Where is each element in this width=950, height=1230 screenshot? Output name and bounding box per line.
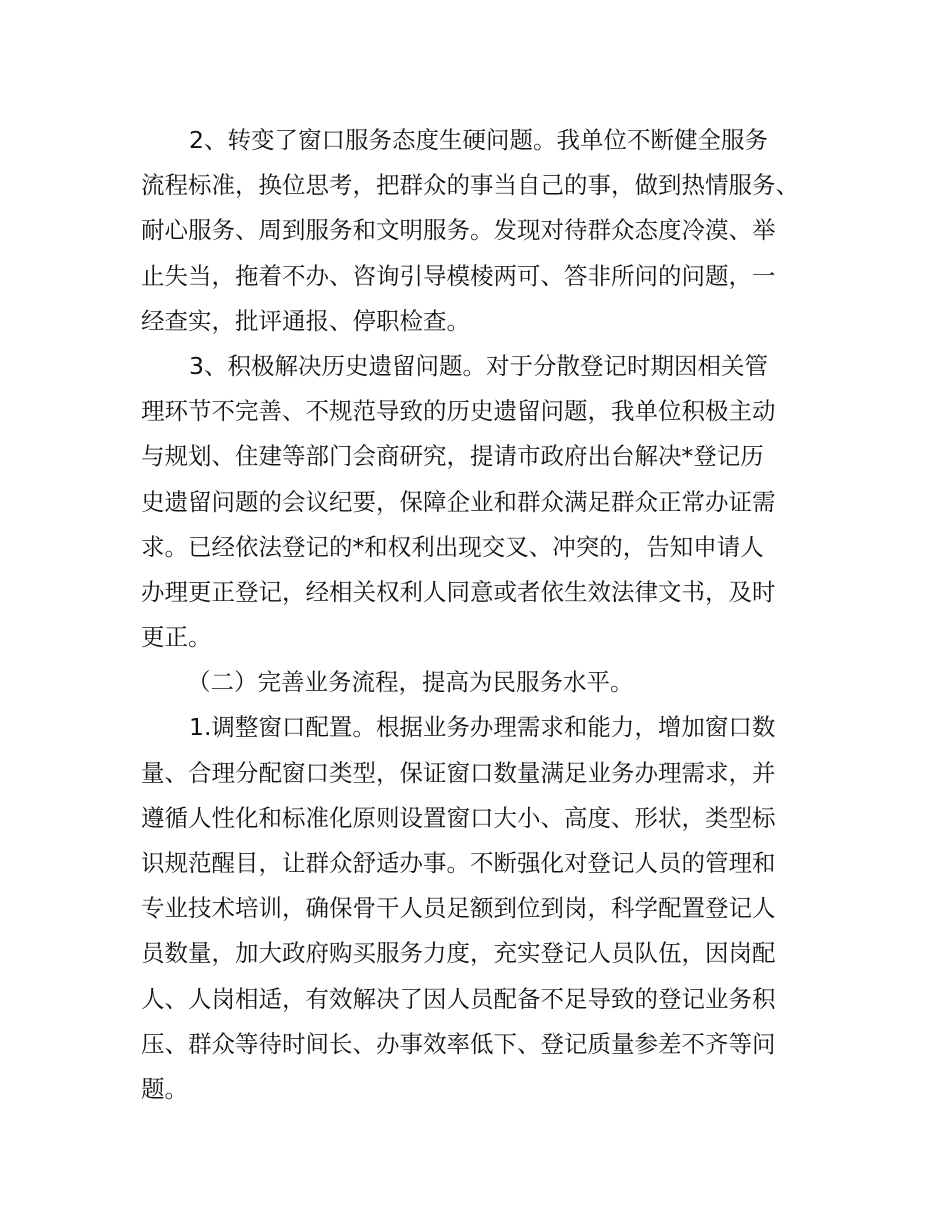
paragraph-line: 1.调整窗口配置。根据业务办理需求和能力，增加窗口数 <box>189 713 776 742</box>
paragraph-line: 量、合理分配窗口类型，保证窗口数量满足业务办理需求，并 <box>141 758 776 787</box>
paragraph-line: 理环节不完善、不规范导致的历史遗留问题，我单位积极主动 <box>141 397 776 426</box>
paragraph-line: 经查实，批评通报、停职检查。 <box>141 306 470 335</box>
paragraph-line: 人、人岗相适，有效解决了因人员配备不足导致的登记业务积 <box>141 984 776 1013</box>
paragraph-line: 遵循人性化和标准化原则设置窗口大小、高度、形状，类型标 <box>141 803 776 832</box>
paragraph-line: 专业技术培训，确保骨干人员足额到位到岗，科学配置登记人 <box>141 894 776 923</box>
paragraph-service-attitude <box>141 118 831 344</box>
paragraph-historical-issues <box>141 344 831 660</box>
paragraph-line: 2、转变了窗口服务态度生硬问题。我单位不断健全服务 <box>189 126 768 154</box>
paragraph-line: 流程标准，换位思考，把群众的事当自己的事，做到热情服务、 <box>141 171 799 200</box>
section-heading-text: （二）完善业务流程，提高为民服务水平。 <box>187 668 634 697</box>
section-heading <box>141 660 831 705</box>
paragraph-line: 3、积极解决历史遗留问题。对于分散登记时期因相关管 <box>189 351 768 380</box>
paragraph-line: 止失当，拖着不办、咨询引导模棱两可、答非所问的问题，一 <box>141 261 776 290</box>
paragraph-line: 压、群众等待时间长、办事效率低下、登记质量参差不齐等问 <box>141 1029 776 1058</box>
paragraph-line: 题。 <box>141 1074 188 1103</box>
paragraph-line: 识规范醒目，让群众舒适办事。不断强化对登记人员的管理和 <box>141 849 776 877</box>
paragraph-line: 耐心服务、周到服务和文明服务。发现对待群众态度冷漠、举 <box>141 216 776 245</box>
paragraph-line: 更正。 <box>141 623 212 652</box>
paragraph-line: 办理更正登记，经相关权利人同意或者依生效法律文书，及时 <box>141 577 776 606</box>
paragraph-window-config <box>141 705 831 1112</box>
paragraph-line: 与规划、住建等部门会商研究，提请市政府出台解决*登记历 <box>141 442 764 471</box>
paragraph-line: 史遗留问题的会议纪要，保障企业和群众满足群众正常办证需 <box>141 487 776 516</box>
paragraph-line: 员数量，加大政府购买服务力度，充实登记人员队伍，因岗配 <box>141 939 776 968</box>
document-body <box>141 118 831 1112</box>
paragraph-line: 求。已经依法登记的*和权利出现交叉、冲突的，告知申请人 <box>141 532 764 561</box>
